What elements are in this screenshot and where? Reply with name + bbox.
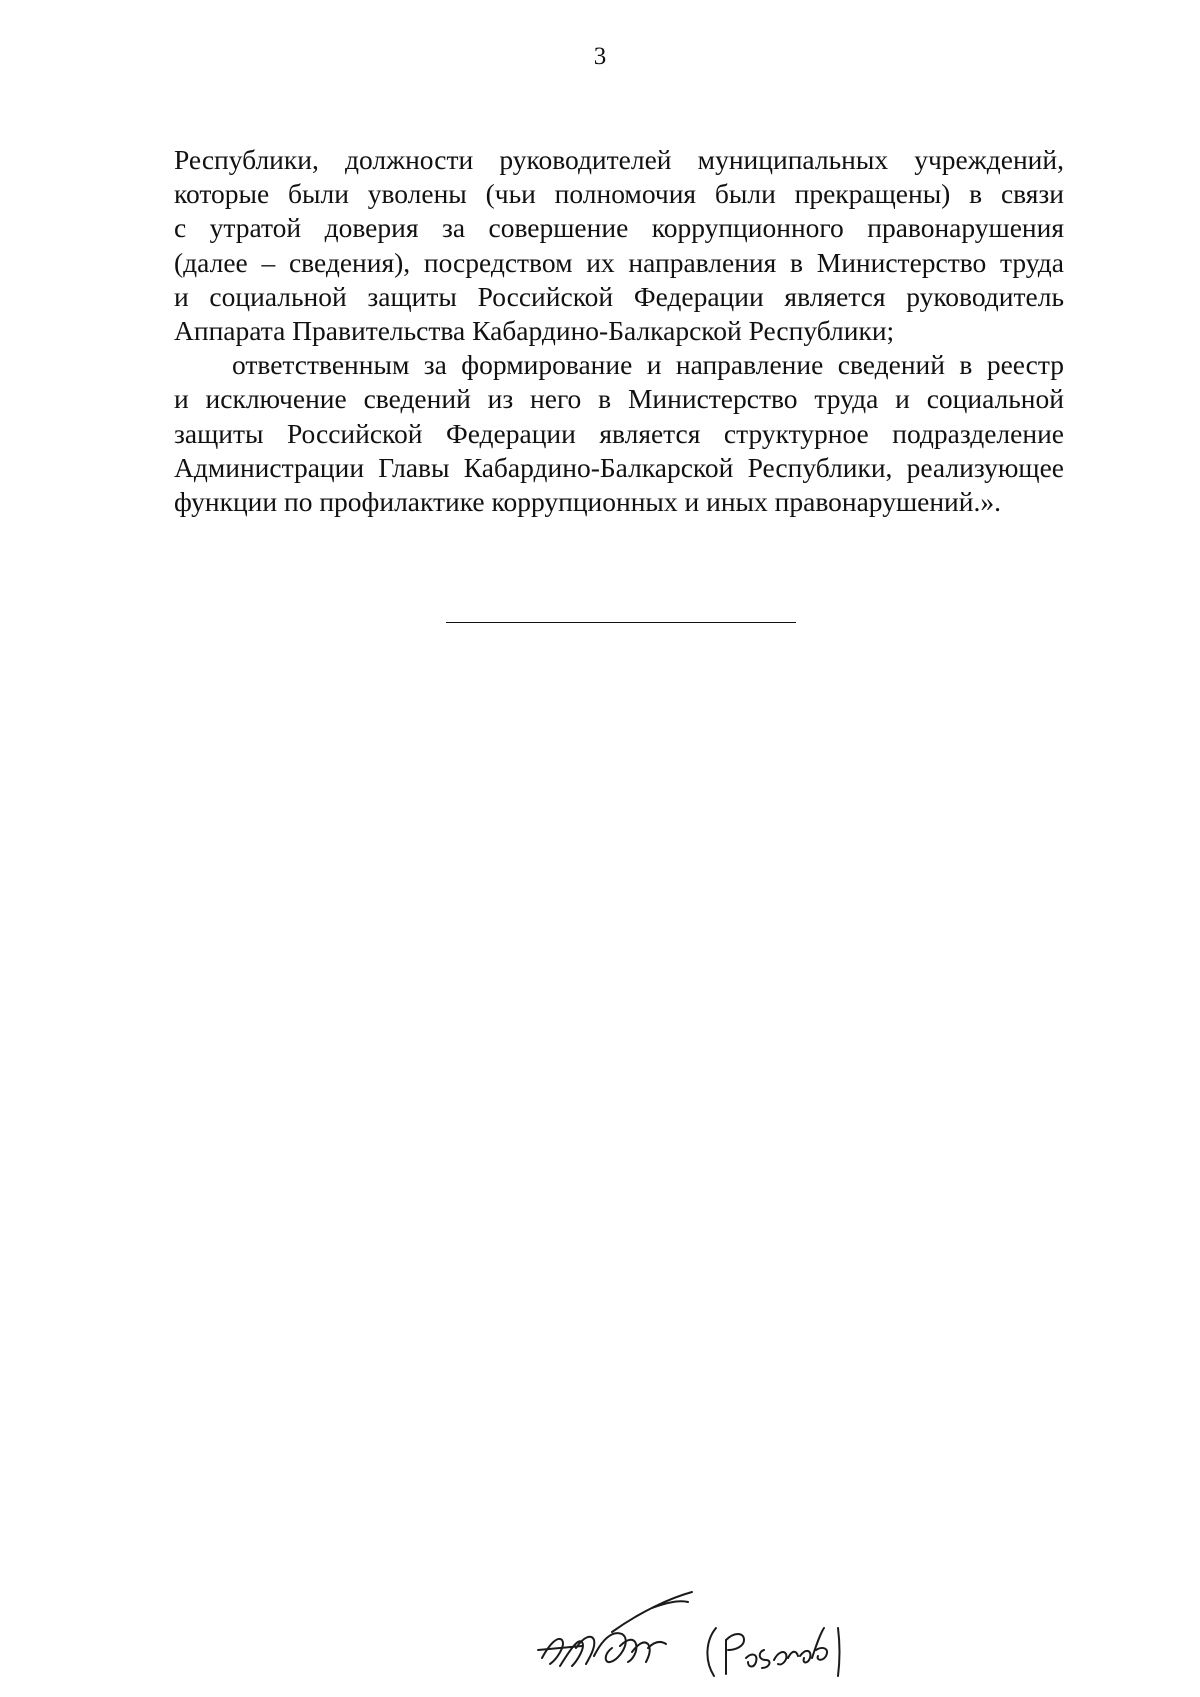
paragraph-1-line-2: которые были уволены (чьи полномочия были прекращены) в связи bbox=[174, 178, 1064, 210]
paragraph-2-line-3: защиты Российской Федерации является структурное подразделение bbox=[174, 417, 1064, 449]
paragraph-2-line-1: ответственным за формирование и направление сведений в реестр bbox=[232, 349, 1064, 381]
handwritten-signature bbox=[520, 1588, 880, 1683]
paragraph-1-line-4: (далее – сведения), посредством их направления в Министерство труда bbox=[174, 246, 1064, 278]
paragraph-1-line-5: и социальной защиты Российской Федерации является руководитель bbox=[174, 280, 1064, 312]
paragraph-1-line-3: с утратой доверия за совершение коррупционного правонарушения bbox=[174, 212, 1064, 244]
end-of-text-rule bbox=[446, 622, 796, 623]
document-body bbox=[174, 143, 1064, 519]
paragraph-1-line-6: Аппарата Правительства Кабардино-Балкарской Республики; bbox=[174, 315, 895, 347]
paragraph-2-line-5: функции по профилактике коррупционных и иных правонарушений.». bbox=[174, 486, 1001, 518]
signature-image bbox=[520, 1588, 880, 1683]
paragraph-2-line-2: и исключение сведений из него в Министерство труда и социальной bbox=[174, 383, 1064, 415]
paragraph-1-line-1: Республики, должности руководителей муниципальных учреждений, bbox=[174, 144, 1064, 175]
page-number: 3 bbox=[593, 43, 607, 70]
paragraph-2-line-4: Администрации Главы Кабардино-Балкарской Республики, реализующее bbox=[174, 451, 1064, 483]
